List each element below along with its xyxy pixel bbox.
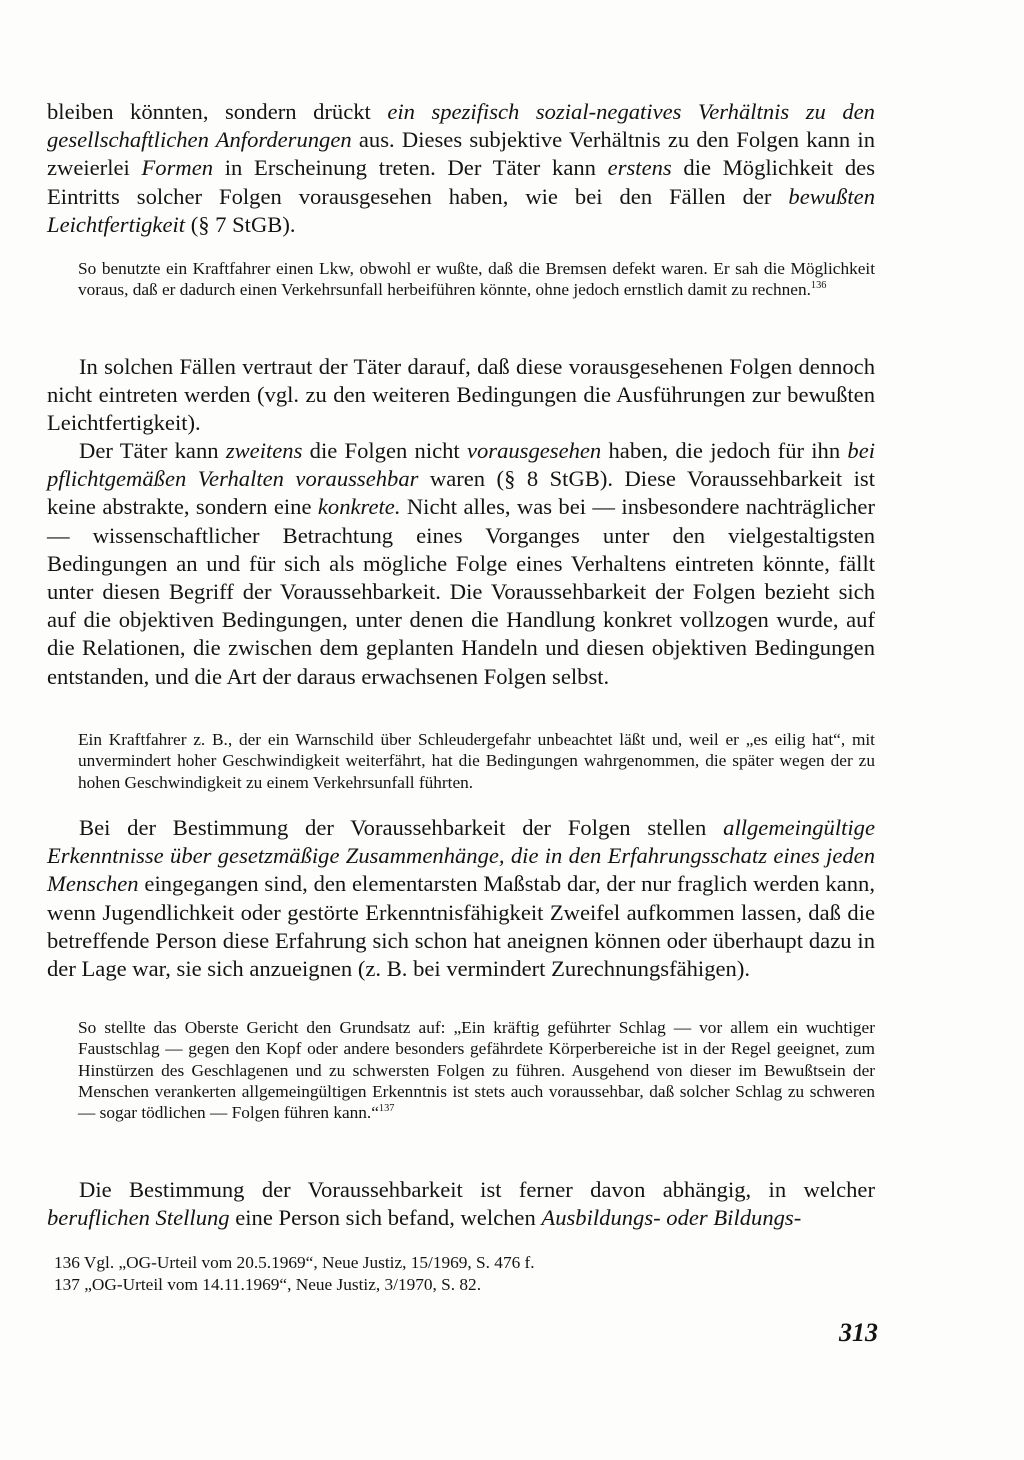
example-text: So stellte das Oberste Gericht den Grundsatz auf: „Ein kräftig geführter Schlag — vor allem ein wuchtiger Faustschlag — gegen den Kopf oder andere besonders gefährdete Körperbereiche ist in der Regel geeignet, zum Hinstürzen des Geschlagenen und zu schwersten Folgen zu führen. Ausgehend von dieser im Bewußtsein der Menschen verankerten allgemeingültigen Erkenntnis ist stets auch voraussehbar, daß solcher Schlag zu schweren — sogar tödlichen — Folgen führen kann.“ xyxy=(78,1018,875,1123)
text-span: waren (§ 8 StGB). Diese Voraussehbarkeit ist keine abstrakte, sondern eine xyxy=(47,466,875,520)
example-text: Ein Kraftfahrer z. B., der ein Warnschild über Schleudergefahr unbeachtet läßt und, weil er „es eilig hat“, mit unvermindert hoher Geschwindigkeit weiterfährt, hat die Bedingungen wahrgenommen, die später wegen der zu hohen Geschwindigkeit zu einem Verkehrsunfall führten. xyxy=(78,730,875,792)
italic-span: beruflichen Stellung xyxy=(47,1205,230,1231)
text-span: (§ 7 StGB). xyxy=(185,211,296,237)
text-span: Nicht alles, was bei — insbesondere nachträglicher — wissenschaftlicher Betrachtung eines Vorganges unter den vielgestaltigsten Bedingungen an und für sich als mögliche Folge eines Verhaltens eintreten könnte, fällt unter diesen Begriff der Voraussehbarkeit. Die Voraussehbarkeit der Folgen bezieht sich auf die objektiven Bedingungen, unter denen die Handlung konkret vollzogen wurde, auf die Relationen, die zwischen dem geplanten Handeln und diesen objektiven Bedingungen entstanden, und die Art der daraus erwachsenen Folgen selbst. xyxy=(47,494,875,689)
page-number: 313 xyxy=(839,1318,878,1347)
text-span: in Erscheinung treten. Der Täter kann xyxy=(213,155,608,181)
text-span: Bei der Bestimmung der Voraussehbarkeit der Folgen stellen xyxy=(79,815,724,840)
footnote-ref-137[interactable]: 137 xyxy=(378,1103,395,1115)
italic-span: ein spezifisch sozial-negatives Verhältnis zu den gesellschaftlichen Anforderungen xyxy=(47,99,875,153)
footnote-ref-136[interactable]: 136 xyxy=(810,280,827,292)
paragraph-4 xyxy=(47,814,875,983)
example-2 xyxy=(78,729,875,793)
paragraph-3 xyxy=(47,437,875,691)
italic-span: bei pflichtgemäßen Verhalten voraussehbar xyxy=(47,438,876,492)
text-span: In solchen Fällen vertraut der Täter darauf, daß diese vorausgesehenen Folgen dennoch nicht eintreten werden (vgl. zu den weiteren Bedingungen die Ausführungen zur bewußten Leichtfertigkeit). xyxy=(47,354,875,436)
text-span: aus. Dieses subjektive Verhältnis zu den Folgen kann in zweierlei xyxy=(47,127,875,181)
italic-span: allgemeingültige Erkenntnisse über gesetzmäßige Zusammenhänge, die in den Erfahrungsschatz eines jeden Menschen xyxy=(47,815,875,897)
text-span: eine Person sich befand, welchen xyxy=(229,1205,542,1231)
example-text: So benutzte ein Kraftfahrer einen Lkw, obwohl er wußte, daß die Bremsen defekt waren. Er sah die Möglichkeit voraus, daß er dadurch einen Verkehrsunfall herbeiführen könnte, ohne jedoch ernstlich damit zu rechnen. xyxy=(78,259,875,300)
text-span: Der Täter kann xyxy=(79,438,226,463)
footnote-136: 136 Vgl. „OG-Urteil vom 20.5.1969“, Neue Justiz, 15/1969, S. 476 f. xyxy=(54,1253,535,1272)
paragraph-1 xyxy=(47,98,875,239)
text-span: eingegangen sind, den elementarsten Maßstab dar, der nur fraglich werden kann, wenn Jugendlichkeit oder gestörte Erkenntnisfähigkeit Zweifel aufkommen lassen, daß die betreffende Person diese Erfahrung sich schon hat aneignen können oder überhaupt dazu in der Lage war, sie sich anzueignen (z. B. bei vermindert Zurechnungsfähigen). xyxy=(47,871,875,982)
italic-span: zweitens xyxy=(225,438,303,463)
example-3 xyxy=(78,1017,875,1123)
paragraph-2 xyxy=(47,353,875,438)
paragraph-5 xyxy=(47,1176,875,1232)
italic-span: konkrete. xyxy=(317,494,401,520)
italic-span: Formen xyxy=(141,155,214,181)
example-1 xyxy=(78,258,875,301)
italic-span: bewußten Leichtfertigkeit xyxy=(47,183,875,237)
text-span: Die Bestimmung der Voraussehbarkeit ist ferner davon abhängig, in welcher xyxy=(79,1177,875,1202)
text-span: die Folgen nicht xyxy=(302,438,467,463)
footnotes xyxy=(54,1252,874,1296)
italic-span: erstens xyxy=(607,155,672,181)
footnote-137: 137 „OG-Urteil vom 14.11.1969“, Neue Justiz, 3/1970, S. 82. xyxy=(54,1275,482,1294)
text-span: die Möglichkeit des Eintritts solcher Folgen vorausgesehen haben, wie bei den Fällen der xyxy=(47,155,875,209)
italic-span: Ausbildungs- oder Bildungs- xyxy=(541,1205,802,1231)
italic-span: vorausgesehen xyxy=(466,438,602,463)
text-span: haben, die jedoch für ihn xyxy=(601,438,848,463)
text-span: bleiben könnten, sondern drückt xyxy=(47,99,388,124)
